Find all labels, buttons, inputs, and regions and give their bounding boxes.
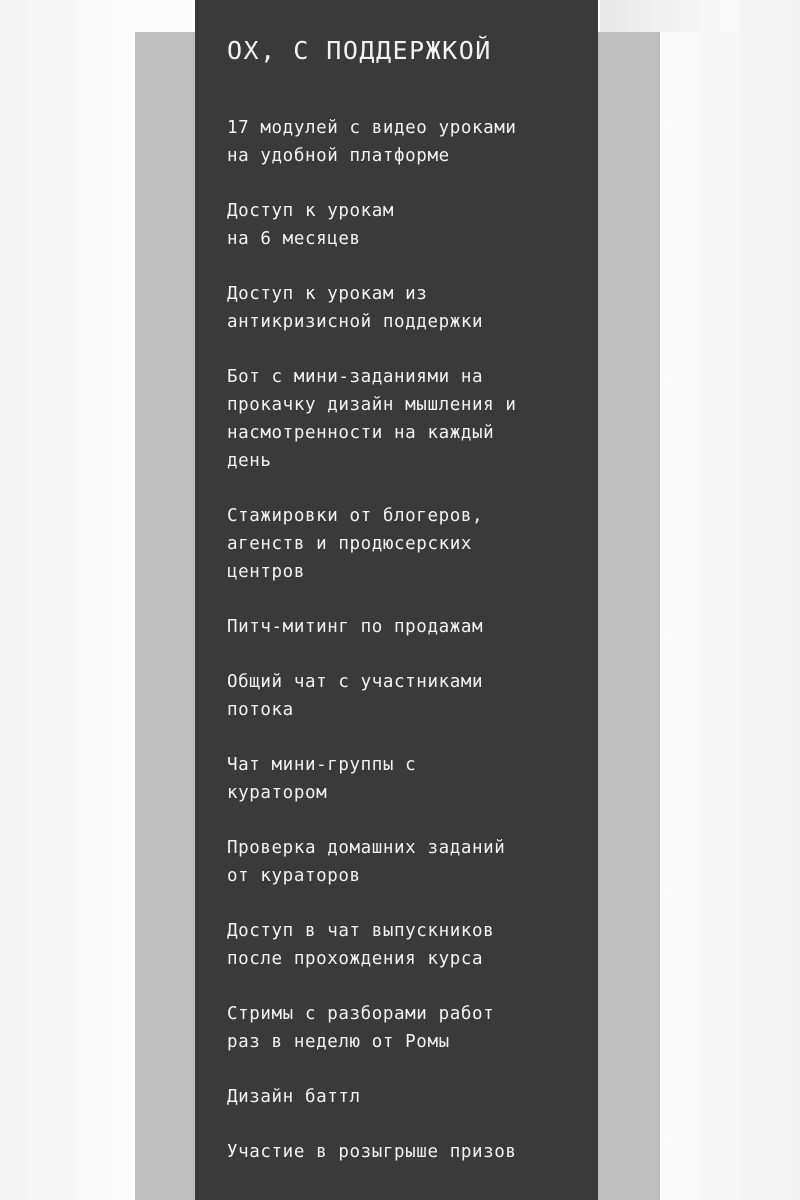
feature-item-homework-review: Проверка домашних заданий от кураторов xyxy=(227,838,506,886)
feature-item-alumni-chat: Доступ в чат выпускников после прохождения курса xyxy=(227,921,495,969)
feature-item-general-chat: Общий чат с участниками потока xyxy=(227,672,484,720)
feature-item-anticrisis-lessons: Доступ к урокам из антикризисной поддержки xyxy=(227,284,484,332)
feature-item-mini-group-chat: Чат мини-группы с куратором xyxy=(227,755,417,803)
feature-item-prize-draw: Участие в розыгрыше призов xyxy=(227,1142,517,1162)
left-side-panel xyxy=(135,32,195,1200)
feature-item-video-modules: 17 модулей с видео уроками на удобной платформе xyxy=(227,118,517,166)
feature-list xyxy=(227,114,598,1166)
background-shade xyxy=(600,0,740,32)
feature-item-sales-pitch: Питч-митинг по продажам xyxy=(227,617,484,637)
feature-item-review-streams: Стримы с разборами работ раз в неделю от Ромы xyxy=(227,1004,495,1052)
feature-item-design-battle: Дизайн баттл xyxy=(227,1087,361,1107)
feature-item-internships: Стажировки от блогеров, агенств и продюсерских центров xyxy=(227,506,484,582)
right-side-panel xyxy=(598,32,660,1200)
tariff-card xyxy=(195,0,598,1200)
tariff-title: ОХ, С ПОДДЕРЖКОЙ xyxy=(227,36,492,65)
feature-item-task-bot: Бот с мини-заданиями на прокачку дизайн мышления и насмотренности на каждый день xyxy=(227,367,517,471)
feature-item-access-duration: Доступ к урокам на 6 месяцев xyxy=(227,201,395,249)
